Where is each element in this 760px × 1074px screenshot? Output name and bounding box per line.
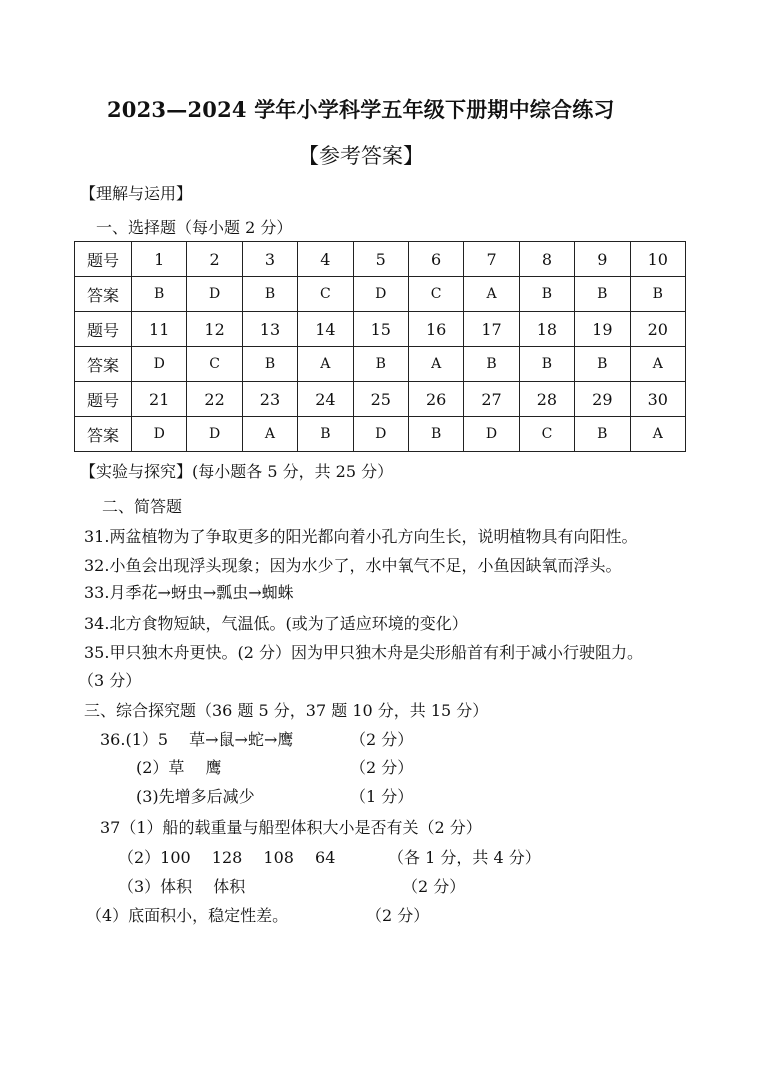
answer-cell: B xyxy=(132,277,187,312)
table-row xyxy=(75,277,686,312)
answer-cell: B xyxy=(519,277,574,312)
section3-title: 三、综合探究题（36 题 5 分，37 题 10 分，共 15 分） xyxy=(84,701,489,720)
row-label: 答案 xyxy=(75,277,132,312)
answer-q36-1-score: （2 分） xyxy=(350,730,414,749)
answer-cell: B xyxy=(575,347,630,382)
section-understand-heading: 【理解与运用】 xyxy=(80,184,193,203)
answer-cell: B xyxy=(575,417,630,452)
question-number-cell: 4 xyxy=(298,242,353,277)
question-number-cell: 29 xyxy=(575,382,630,417)
question-number-cell: 26 xyxy=(408,382,463,417)
answer-q36-1: 36.(1）5 草→鼠→蛇→鹰 xyxy=(100,730,294,749)
answer-q37-4-score: （2 分） xyxy=(366,906,430,925)
answer-cell: D xyxy=(132,347,187,382)
answer-cell: A xyxy=(242,417,297,452)
answer-cell: B xyxy=(464,347,519,382)
question-number-cell: 11 xyxy=(132,312,187,347)
answer-table xyxy=(74,241,686,452)
question-number-cell: 21 xyxy=(132,382,187,417)
question-number-cell: 18 xyxy=(519,312,574,347)
question-number-cell: 6 xyxy=(408,242,463,277)
table-row xyxy=(75,242,686,277)
answer-q33: 33.月季花→蚜虫→瓢虫→蜘蛛 xyxy=(84,583,294,602)
answer-q32: 32.小鱼会出现浮头现象；因为水少了，水中氧气不足，小鱼因缺氧而浮头。 xyxy=(84,556,622,575)
answer-cell: B xyxy=(519,347,574,382)
answer-cell: B xyxy=(575,277,630,312)
answer-cell: B xyxy=(298,417,353,452)
answer-cell: A xyxy=(630,347,685,382)
answer-cell: D xyxy=(132,417,187,452)
question-number-cell: 7 xyxy=(464,242,519,277)
answer-q36-3: (3)先增多后减少 xyxy=(136,787,255,806)
question-number-cell: 14 xyxy=(298,312,353,347)
answer-cell: C xyxy=(187,347,242,382)
answer-q37-1: 37（1）船的载重量与船型体积大小是否有关（2 分） xyxy=(100,818,482,837)
question-number-cell: 8 xyxy=(519,242,574,277)
answer-cell: D xyxy=(464,417,519,452)
page-title: 2023—2024 学年小学科学五年级下册期中综合练习 xyxy=(107,97,615,122)
question-number-cell: 30 xyxy=(630,382,685,417)
question-number-cell: 15 xyxy=(353,312,408,347)
answer-q34: 34.北方食物短缺，气温低。(或为了适应环境的变化） xyxy=(84,614,468,633)
answer-q36-2: (2）草 鹰 xyxy=(136,758,222,777)
answer-cell: A xyxy=(630,417,685,452)
answer-cell: D xyxy=(353,277,408,312)
answer-cell: C xyxy=(298,277,353,312)
question-number-cell: 9 xyxy=(575,242,630,277)
answer-q36-2-score: （2 分） xyxy=(350,758,414,777)
answer-q37-4: （4）底面积小，稳定性差。 xyxy=(86,906,289,925)
answer-q37-3: （3）体积 体积 xyxy=(118,877,246,896)
row-label: 题号 xyxy=(75,312,132,347)
question-number-cell: 19 xyxy=(575,312,630,347)
table-row xyxy=(75,347,686,382)
answer-q36-3-score: （1 分） xyxy=(350,787,414,806)
question-number-cell: 13 xyxy=(242,312,297,347)
answer-cell: B xyxy=(630,277,685,312)
question-number-cell: 17 xyxy=(464,312,519,347)
answer-cell: B xyxy=(242,347,297,382)
question-number-cell: 28 xyxy=(519,382,574,417)
answer-q37-3-score: （2 分） xyxy=(402,877,466,896)
answer-q37-2: （2）100 128 108 64 xyxy=(118,848,336,867)
answer-q35-score: （3 分） xyxy=(78,671,142,690)
answer-cell: B xyxy=(353,347,408,382)
answer-cell: D xyxy=(187,277,242,312)
row-label: 题号 xyxy=(75,382,132,417)
section1-title: 一、选择题（每小题 2 分） xyxy=(96,218,293,237)
row-label: 答案 xyxy=(75,347,132,382)
question-number-cell: 5 xyxy=(353,242,408,277)
answer-q31: 31.两盆植物为了争取更多的阳光都向着小孔方向生长，说明植物具有向阳性。 xyxy=(84,527,638,546)
question-number-cell: 3 xyxy=(242,242,297,277)
section-experiment-heading: 【实验与探究】(每小题各 5 分，共 25 分） xyxy=(80,462,394,481)
question-number-cell: 10 xyxy=(630,242,685,277)
answer-cell: B xyxy=(242,277,297,312)
answer-cell: A xyxy=(464,277,519,312)
row-label: 题号 xyxy=(75,242,132,277)
answer-cell: D xyxy=(187,417,242,452)
question-number-cell: 24 xyxy=(298,382,353,417)
section2-title: 二、简答题 xyxy=(102,497,183,516)
answer-q37-2-score: （各 1 分，共 4 分） xyxy=(388,848,541,867)
answer-key-heading: 【参考答案】 xyxy=(298,144,424,168)
answer-cell: B xyxy=(408,417,463,452)
question-number-cell: 20 xyxy=(630,312,685,347)
answer-cell: C xyxy=(408,277,463,312)
row-label: 答案 xyxy=(75,417,132,452)
answer-cell: C xyxy=(519,417,574,452)
question-number-cell: 25 xyxy=(353,382,408,417)
answer-cell: A xyxy=(408,347,463,382)
table-row xyxy=(75,417,686,452)
question-number-cell: 23 xyxy=(242,382,297,417)
question-number-cell: 22 xyxy=(187,382,242,417)
question-number-cell: 27 xyxy=(464,382,519,417)
question-number-cell: 2 xyxy=(187,242,242,277)
question-number-cell: 1 xyxy=(132,242,187,277)
answer-q35: 35.甲只独木舟更快。(2 分）因为甲只独木舟是尖形船首有利于减小行驶阻力。 xyxy=(84,643,643,662)
table-row xyxy=(75,382,686,417)
table-row xyxy=(75,312,686,347)
answer-cell: A xyxy=(298,347,353,382)
question-number-cell: 12 xyxy=(187,312,242,347)
answer-cell: D xyxy=(353,417,408,452)
question-number-cell: 16 xyxy=(408,312,463,347)
